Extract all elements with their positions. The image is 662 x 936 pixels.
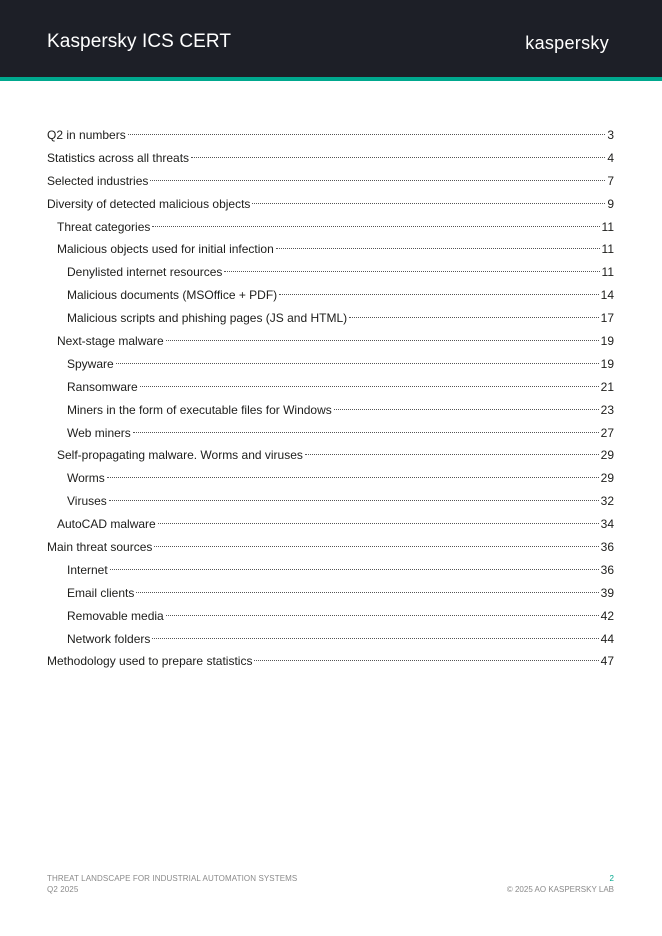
toc-entry-title: Next-stage malware: [57, 334, 164, 349]
toc-entry[interactable]: [47, 422, 614, 445]
toc-entry-title: Ransomware: [67, 379, 138, 394]
toc-entry[interactable]: [47, 605, 614, 628]
toc-dot-leader: [150, 180, 605, 181]
header-title: Kaspersky ICS CERT: [47, 31, 232, 52]
toc-dot-leader: [276, 248, 600, 249]
toc-entry[interactable]: [47, 536, 614, 559]
toc-dot-leader: [349, 317, 599, 318]
toc-entry[interactable]: [47, 490, 614, 513]
toc-dot-leader: [158, 523, 599, 524]
toc-entry-title: Q2 in numbers: [47, 128, 126, 142]
toc-entry-title: Removable media: [67, 608, 164, 623]
toc-entry-title: AutoCAD malware: [57, 517, 156, 532]
toc-dot-leader: [116, 363, 599, 364]
toc-entry[interactable]: [47, 467, 614, 490]
toc-entry-title: Main threat sources: [47, 540, 153, 555]
toc-entry-page: 17: [600, 311, 614, 326]
toc-entry[interactable]: [47, 238, 614, 261]
toc-entry-page: 29: [600, 471, 614, 486]
toc-dot-leader: [110, 569, 599, 570]
toc-entry-title: Statistics across all threats: [47, 150, 190, 165]
footer-page-number: 2: [609, 874, 614, 883]
toc-entry[interactable]: [47, 307, 614, 330]
toc-dot-leader: [152, 226, 599, 227]
toc-entry[interactable]: [47, 261, 614, 284]
toc-entry-title: Selected industries: [47, 173, 149, 188]
toc-entry-page: 21: [600, 379, 614, 394]
toc-entry-title: Malicious scripts and phishing pages (JS and HTML): [67, 311, 348, 326]
toc-entry[interactable]: [47, 582, 614, 605]
page-header: [0, 0, 662, 77]
toc-entry[interactable]: [47, 353, 614, 376]
toc-entry[interactable]: [47, 559, 614, 582]
toc-entry-page: 42: [600, 608, 614, 623]
toc-dot-leader: [166, 615, 599, 616]
toc-entry[interactable]: [47, 124, 614, 147]
toc-entry-page: 14: [600, 288, 614, 303]
toc-entry-page: 9: [607, 196, 614, 211]
toc-entry-page: 27: [600, 425, 614, 440]
toc-entry-page: 11: [601, 219, 614, 234]
toc-entry[interactable]: [47, 284, 614, 307]
toc-entry[interactable]: [47, 193, 614, 216]
footer-copyright: © 2025 AO KASPERSKY LAB: [506, 885, 614, 894]
toc-entry-title: Threat categories: [57, 219, 151, 234]
toc-entry-page: 34: [600, 517, 614, 532]
toc-entry-page: 44: [600, 631, 614, 646]
toc-entry[interactable]: [47, 170, 614, 193]
toc-entry-title: Miners in the form of executable files for Windows: [67, 402, 332, 417]
footer-period: Q2 2025: [47, 885, 79, 894]
toc-entry-page: 36: [600, 562, 614, 577]
toc-entry-page: 23: [600, 402, 614, 417]
toc-entry-title: Malicious objects used for initial infection: [57, 242, 274, 257]
toc-dot-leader: [152, 638, 598, 639]
toc-dot-leader: [334, 409, 599, 410]
footer-report-title: THREAT LANDSCAPE FOR INDUSTRIAL AUTOMATION SYSTEMS: [47, 874, 298, 883]
toc-dot-leader: [252, 203, 605, 204]
toc-entry-title: Worms: [67, 471, 105, 486]
toc-entry-title: Network folders: [67, 631, 151, 646]
toc-entry-title: Email clients: [67, 585, 135, 600]
toc-entry-page: 39: [600, 585, 614, 600]
footer-right: [507, 873, 614, 895]
toc-entry-page: 19: [600, 356, 614, 371]
toc-dot-leader: [279, 294, 598, 295]
toc-entry-page: 29: [600, 448, 614, 463]
toc-entry-title: Malicious documents (MSOffice + PDF): [67, 288, 278, 303]
toc-entry-title: Self-propagating malware. Worms and viruses: [57, 448, 303, 463]
toc-entry-page: 3: [607, 128, 614, 142]
toc-dot-leader: [166, 340, 599, 341]
toc-dot-leader: [254, 660, 598, 661]
toc-entry[interactable]: [47, 216, 614, 239]
header-accent-bar: [0, 77, 662, 81]
toc-entry-title: Diversity of detected malicious objects: [47, 196, 251, 211]
toc-dot-leader: [136, 592, 598, 593]
toc-entry-page: 32: [600, 494, 614, 509]
toc-entry-title: Spyware: [67, 356, 114, 371]
toc-dot-leader: [109, 500, 599, 501]
toc-entry[interactable]: [47, 376, 614, 399]
toc-entry-title: Denylisted internet resources: [67, 265, 223, 280]
toc-entry[interactable]: [47, 444, 614, 467]
toc-entry-page: 11: [601, 265, 614, 280]
toc-dot-leader: [191, 157, 605, 158]
toc-entry[interactable]: [47, 399, 614, 422]
toc-entry[interactable]: [47, 147, 614, 170]
toc-entry-page: 4: [607, 150, 614, 165]
toc-dot-leader: [107, 477, 599, 478]
toc-entry[interactable]: [47, 650, 614, 673]
toc-dot-leader: [305, 454, 599, 455]
toc-entry-page: 36: [600, 540, 614, 555]
toc-entry-page: 11: [601, 242, 614, 257]
footer-left: [47, 873, 297, 895]
toc-dot-leader: [154, 546, 598, 547]
toc-dot-leader: [224, 271, 599, 272]
toc-entry-title: Web miners: [67, 425, 131, 440]
toc-entry-page: 7: [607, 173, 614, 188]
toc-entry-page: 47: [600, 654, 614, 669]
toc-entry-title: Viruses: [67, 494, 107, 509]
kaspersky-logo: kaspersky: [525, 33, 609, 53]
toc-dot-leader: [140, 386, 599, 387]
toc-entry[interactable]: [47, 628, 614, 651]
table-of-contents: [47, 124, 614, 673]
toc-entry[interactable]: [47, 513, 614, 536]
toc-entry-page: 19: [600, 334, 614, 349]
toc-dot-leader: [128, 134, 606, 135]
toc-dot-leader: [133, 432, 599, 433]
toc-entry-title: Internet: [67, 562, 108, 577]
toc-entry-title: Methodology used to prepare statistics: [47, 654, 253, 669]
toc-entry[interactable]: [47, 330, 614, 353]
